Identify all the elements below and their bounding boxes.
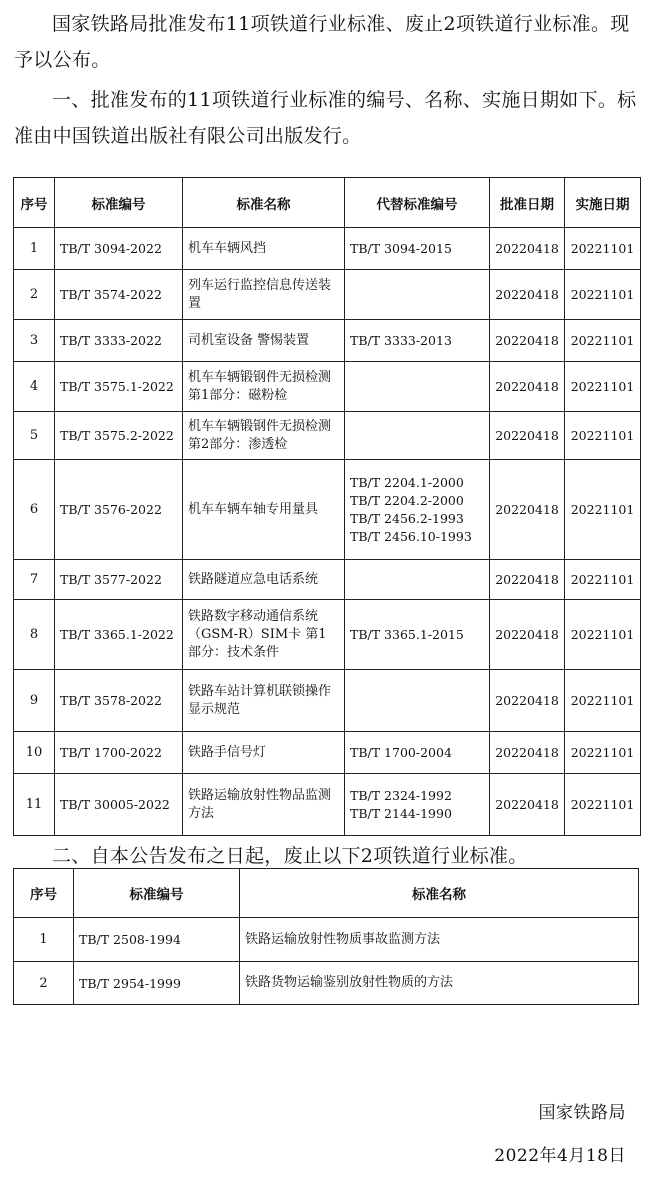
- effective-date: 20221101: [565, 320, 641, 362]
- standard-code: TB/T 3333-2022: [55, 320, 183, 362]
- header-code: 标准编号: [55, 178, 183, 228]
- approval-date: 20220418: [490, 774, 565, 836]
- table-row: [14, 732, 641, 774]
- section-2-heading: 二、自本公告发布之日起，废止以下2项铁道行业标准。: [52, 845, 528, 867]
- approval-date: 20220418: [490, 560, 565, 600]
- header-name: 标准名称: [240, 869, 639, 918]
- standard-name: 铁路车站计算机联锁操作显示规范: [183, 670, 345, 732]
- replaced-code: TB/T 2324-1992: [350, 787, 452, 803]
- standard-code: TB/T 3575.1-2022: [55, 362, 183, 412]
- replaced-standard-codes: [345, 270, 490, 320]
- table-row: [14, 228, 641, 270]
- replaced-standard-codes: [345, 774, 490, 836]
- table-row: [14, 270, 641, 320]
- standard-name: 铁路数字移动通信系统（GSM-R）SIM卡 第1部分：技术条件: [183, 600, 345, 670]
- repealed-standards-table: [13, 868, 639, 1005]
- approval-date: 20220418: [490, 362, 565, 412]
- table-row: [14, 560, 641, 600]
- replaced-code: TB/T 2204.1-2000: [350, 474, 464, 490]
- repealed-standards-body: [14, 918, 639, 1005]
- replaced-code: TB/T 2204.2-2000: [350, 492, 464, 508]
- replaced-standard-codes: [345, 228, 490, 270]
- table-row: [14, 320, 641, 362]
- row-no: 3: [14, 320, 55, 362]
- standard-name: 机车车辆风挡: [183, 228, 345, 270]
- row-no: 4: [14, 362, 55, 412]
- standard-name: 列车运行监控信息传送装置: [183, 270, 345, 320]
- standard-code: TB/T 3576-2022: [55, 460, 183, 560]
- standard-code: TB/T 30005-2022: [55, 774, 183, 836]
- table-row: [14, 774, 641, 836]
- table-header-row: [14, 178, 641, 228]
- replaced-code: TB/T 2456.2-1993: [350, 510, 464, 526]
- effective-date: 20221101: [565, 600, 641, 670]
- standard-name: 机车车辆车轴专用量具: [183, 460, 345, 560]
- row-no: 11: [14, 774, 55, 836]
- intro-paragraph-1: 国家铁路局批准发布11项铁道行业标准、废止2项铁道行业标准。现予以公布。: [14, 13, 630, 71]
- effective-date: 20221101: [565, 362, 641, 412]
- standard-name: 铁路运输放射性物质事故监测方法: [240, 918, 639, 962]
- approval-date: 20220418: [490, 670, 565, 732]
- table-row: [14, 600, 641, 670]
- row-no: 6: [14, 460, 55, 560]
- approved-standards-body: [14, 228, 641, 836]
- effective-date: 20221101: [565, 732, 641, 774]
- effective-date: 20221101: [565, 774, 641, 836]
- signature-org: 国家铁路局: [538, 1103, 626, 1123]
- standard-code: TB/T 1700-2022: [55, 732, 183, 774]
- standard-name: 铁路隧道应急电话系统: [183, 560, 345, 600]
- replaced-standard-codes: [345, 412, 490, 460]
- standard-name: 司机室设备 警惕装置: [183, 320, 345, 362]
- header-code: 标准编号: [74, 869, 240, 918]
- replaced-standard-codes: [345, 600, 490, 670]
- table-row: [14, 962, 639, 1005]
- replaced-code: TB/T 2456.10-1993: [350, 528, 472, 544]
- header-name: 标准名称: [183, 178, 345, 228]
- signature-date: 2022年4月18日: [494, 1146, 626, 1166]
- row-no: 9: [14, 670, 55, 732]
- header-no: 序号: [14, 869, 74, 918]
- standard-code: TB/T 3575.2-2022: [55, 412, 183, 460]
- approval-date: 20220418: [490, 270, 565, 320]
- approved-standards-table: [13, 177, 641, 836]
- replaced-code: TB/T 3365.1-2015: [350, 626, 464, 642]
- replaced-standard-codes: [345, 460, 490, 560]
- standard-code: TB/T 3094-2022: [55, 228, 183, 270]
- standard-name: 铁路手信号灯: [183, 732, 345, 774]
- table-row: [14, 670, 641, 732]
- row-no: 2: [14, 270, 55, 320]
- header-approved: 批准日期: [490, 178, 565, 228]
- row-no: 1: [14, 228, 55, 270]
- table-header-row: [14, 869, 639, 918]
- effective-date: 20221101: [565, 228, 641, 270]
- approval-date: 20220418: [490, 600, 565, 670]
- row-no: 2: [14, 962, 74, 1005]
- header-replaces: 代替标准编号: [345, 178, 490, 228]
- table-row: [14, 362, 641, 412]
- replaced-code: TB/T 3333-2013: [350, 332, 452, 348]
- approval-date: 20220418: [490, 460, 565, 560]
- standard-code: TB/T 3365.1-2022: [55, 600, 183, 670]
- row-no: 8: [14, 600, 55, 670]
- standard-name: 机车车辆锻钢件无损检测 第2部分：渗透检: [183, 412, 345, 460]
- replaced-code: TB/T 3094-2015: [350, 240, 452, 256]
- row-no: 10: [14, 732, 55, 774]
- effective-date: 20221101: [565, 560, 641, 600]
- approval-date: 20220418: [490, 228, 565, 270]
- replaced-code: TB/T 2144-1990: [350, 805, 452, 821]
- replaced-standard-codes: [345, 560, 490, 600]
- standard-code: TB/T 3577-2022: [55, 560, 183, 600]
- table-row: [14, 412, 641, 460]
- row-no: 5: [14, 412, 55, 460]
- effective-date: 20221101: [565, 270, 641, 320]
- row-no: 1: [14, 918, 74, 962]
- replaced-standard-codes: [345, 732, 490, 774]
- standard-code: TB/T 2508-1994: [74, 918, 240, 962]
- standard-name: 机车车辆锻钢件无损检测 第1部分：磁粉检: [183, 362, 345, 412]
- replaced-code: TB/T 1700-2004: [350, 744, 452, 760]
- replaced-standard-codes: [345, 670, 490, 732]
- table-row: [14, 918, 639, 962]
- standard-name: 铁路运输放射性物品监测方法: [183, 774, 345, 836]
- effective-date: 20221101: [565, 412, 641, 460]
- effective-date: 20221101: [565, 670, 641, 732]
- replaced-standard-codes: [345, 320, 490, 362]
- standard-code: TB/T 3578-2022: [55, 670, 183, 732]
- approval-date: 20220418: [490, 320, 565, 362]
- table-row: [14, 460, 641, 560]
- approval-date: 20220418: [490, 732, 565, 774]
- approval-date: 20220418: [490, 412, 565, 460]
- intro-paragraph-2: 一、批准发布的11项铁道行业标准的编号、名称、实施日期如下。标准由中国铁道出版社有限公司出版发行。: [14, 89, 637, 147]
- effective-date: 20221101: [565, 460, 641, 560]
- standard-name: 铁路货物运输鉴别放射性物质的方法: [240, 962, 639, 1005]
- header-effective: 实施日期: [565, 178, 641, 228]
- header-no: 序号: [14, 178, 55, 228]
- standard-code: TB/T 3574-2022: [55, 270, 183, 320]
- row-no: 7: [14, 560, 55, 600]
- standard-code: TB/T 2954-1999: [74, 962, 240, 1005]
- replaced-standard-codes: [345, 362, 490, 412]
